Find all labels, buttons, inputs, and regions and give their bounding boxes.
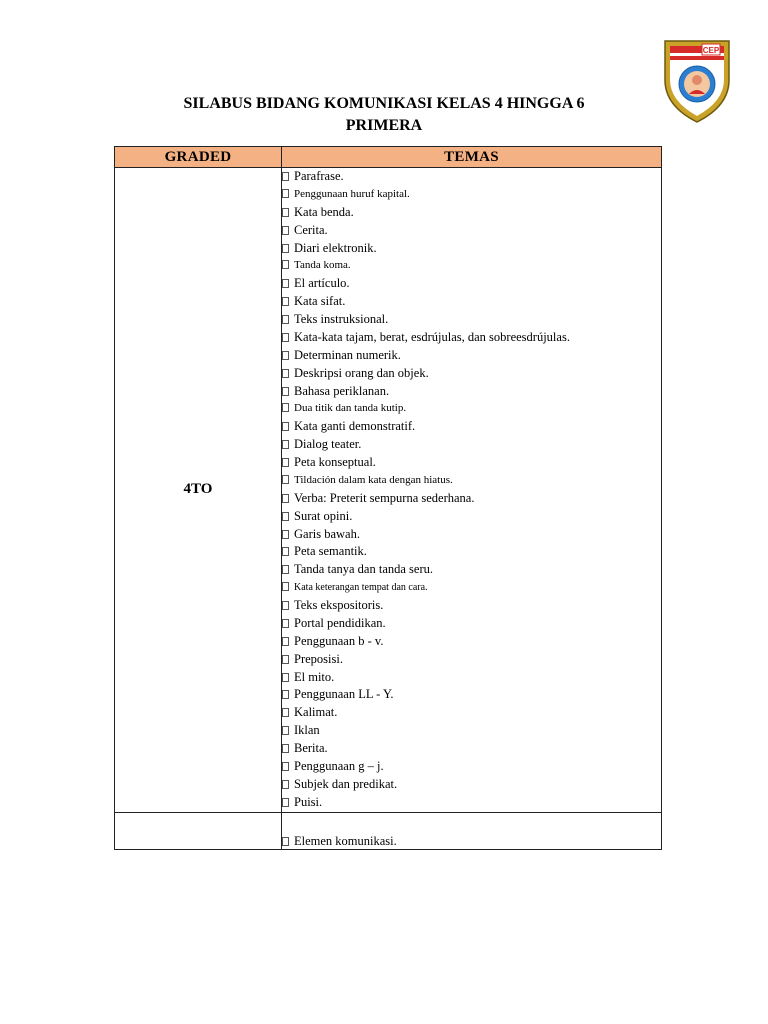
checkbox-icon — [282, 260, 289, 269]
list-item: Garis bawah. — [282, 526, 661, 544]
list-item: Penggunaan b - v. — [282, 633, 661, 651]
checkbox-icon — [282, 403, 289, 412]
checkbox-icon — [282, 798, 289, 807]
checkbox-icon — [282, 565, 289, 574]
checkbox-icon — [282, 726, 289, 735]
checkbox-icon — [282, 244, 289, 253]
list-item: Kata benda. — [282, 204, 661, 222]
document-title — [120, 93, 648, 137]
header-temas: TEMAS — [282, 147, 662, 168]
header-graded: GRADED — [115, 147, 282, 168]
list-item: Iklan — [282, 722, 661, 740]
checkbox-icon — [282, 172, 289, 181]
list-item: Tanda tanya dan tanda seru. — [282, 561, 661, 579]
list-item: Tildación dalam kata dengan hiatus. — [282, 472, 661, 490]
list-item: Preposisi. — [282, 651, 661, 669]
list-item: Bahasa periklanan. — [282, 383, 661, 401]
checkbox-icon — [282, 440, 289, 449]
grade-cell: 4TO — [115, 168, 282, 813]
list-item: Kata keterangan tempat dan cara. — [282, 579, 661, 597]
topics-list — [282, 168, 661, 812]
list-item: Penggunaan LL - Y. — [282, 686, 661, 704]
topics-cell — [282, 168, 662, 813]
list-item: Cerita. — [282, 222, 661, 240]
checkbox-icon — [282, 708, 289, 717]
list-item: Parafrase. — [282, 168, 661, 186]
checkbox-icon — [282, 673, 289, 682]
grade-cell-empty — [115, 812, 282, 849]
checkbox-icon — [282, 637, 289, 646]
list-item: Determinan numerik. — [282, 347, 661, 365]
checkbox-icon — [282, 762, 289, 771]
checkbox-icon — [282, 208, 289, 217]
checkbox-icon — [282, 744, 289, 753]
list-item: Kata ganti demonstratif. — [282, 418, 661, 436]
list-item: Kata-kata tajam, berat, esdrújulas, dan sobreesdrújulas. — [282, 329, 661, 347]
list-item: Elemen komunikasi. — [294, 833, 397, 848]
checkbox-icon — [282, 279, 289, 288]
list-item: Berita. — [282, 740, 661, 758]
list-item: Dialog teater. — [282, 436, 661, 454]
title-line-2: PRIMERA — [345, 117, 423, 134]
list-item: Verba: Preterit sempurna sederhana. — [282, 490, 661, 508]
checkbox-icon — [282, 458, 289, 467]
topics-cell-next — [282, 812, 662, 849]
checkbox-icon — [282, 315, 289, 324]
checkbox-icon — [282, 369, 289, 378]
list-item: Peta semantik. — [282, 543, 661, 561]
checkbox-icon — [282, 189, 289, 198]
list-item: El mito. — [282, 669, 661, 687]
checkbox-icon — [282, 619, 289, 628]
checkbox-icon — [282, 475, 289, 484]
checkbox-icon — [282, 655, 289, 664]
checkbox-icon — [282, 601, 289, 610]
list-item: Penggunaan g – j. — [282, 758, 661, 776]
table-row-4to — [115, 168, 662, 813]
list-item: El artículo. — [282, 275, 661, 293]
checkbox-icon — [282, 387, 289, 396]
list-item: Peta konseptual. — [282, 454, 661, 472]
list-item: Teks instruksional. — [282, 311, 661, 329]
list-item: Subjek dan predikat. — [282, 776, 661, 794]
checkbox-icon — [282, 333, 289, 342]
checkbox-icon — [282, 530, 289, 539]
table-header-row — [115, 147, 662, 168]
checkbox-icon — [282, 780, 289, 789]
list-item: Teks ekspositoris. — [282, 597, 661, 615]
logo-text: CEP — [702, 46, 720, 55]
list-item: Surat opini. — [282, 508, 661, 526]
checkbox-icon — [282, 547, 289, 556]
list-item: Dua titik dan tanda kutip. — [282, 400, 661, 418]
checkbox-icon — [282, 582, 289, 591]
table-row-next — [115, 812, 662, 849]
list-item: Puisi. — [282, 794, 661, 812]
checkbox-icon — [282, 837, 289, 846]
checkbox-icon — [282, 226, 289, 235]
school-crest-logo — [662, 36, 732, 124]
checkbox-icon — [282, 690, 289, 699]
list-item: Diari elektronik. — [282, 240, 661, 258]
list-item: Deskripsi orang dan objek. — [282, 365, 661, 383]
list-item: Tanda koma. — [282, 257, 661, 275]
list-item: Penggunaan huruf kapital. — [282, 186, 661, 204]
checkbox-icon — [282, 494, 289, 503]
checkbox-icon — [282, 512, 289, 521]
checkbox-icon — [282, 422, 289, 431]
list-item: Kalimat. — [282, 704, 661, 722]
syllabus-table — [114, 146, 662, 850]
checkbox-icon — [282, 351, 289, 360]
checkbox-icon — [282, 297, 289, 306]
title-line-1: SILABUS BIDANG KOMUNIKASI KELAS 4 HINGGA 6 — [183, 95, 585, 112]
list-item: Kata sifat. — [282, 293, 661, 311]
list-item: Portal pendidikan. — [282, 615, 661, 633]
